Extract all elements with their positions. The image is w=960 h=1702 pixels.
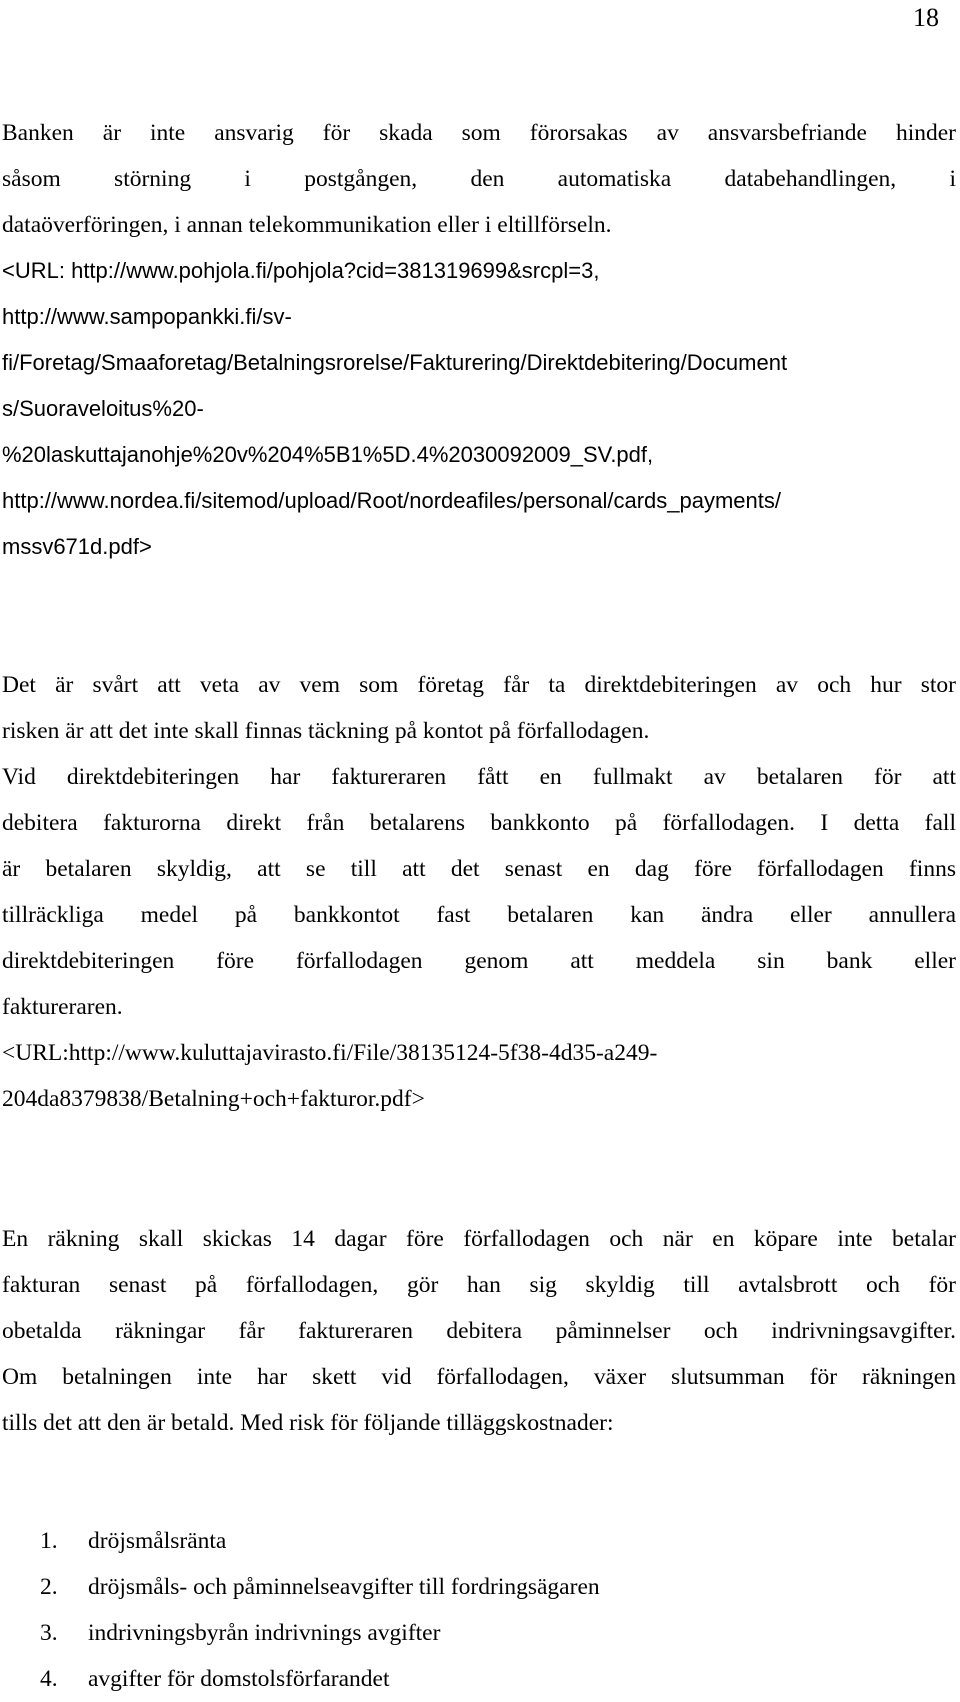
reference-line: http://www.nordea.fi/sitemod/upload/Root/nordeafiles/personal/cards_payments/ [2, 488, 781, 513]
reference-line: 204da8379838/Betalning+och+fakturor.pdf> [2, 1086, 425, 1112]
text-line: Det är svårt att veta av vem som företag får ta direktdebiteringen av och hur stor [2, 672, 956, 698]
reference-line: http://www.sampopankki.fi/sv- [2, 304, 292, 329]
list-number: 4. [40, 1666, 58, 1692]
list-item [40, 1610, 600, 1656]
text-line: fakturan senast på förfallodagen, gör han sig skyldig till avtalsbrott och för [2, 1272, 956, 1298]
cost-list [40, 1518, 600, 1702]
reference-urls-1 [2, 248, 956, 570]
list-text: indrivningsbyrån indrivnings avgifter [88, 1620, 441, 1646]
reference-line: <URL: http://www.pohjola.fi/pohjola?cid=381319699&srcpl=3, [2, 258, 600, 283]
paragraph-direct-debit [2, 662, 956, 1122]
text-line: obetalda räkningar får faktureraren debitera påminnelser och indrivningsavgifter. [2, 1318, 956, 1344]
list-number: 1. [40, 1528, 58, 1554]
reference-line: fi/Foretag/Smaaforetag/Betalningsrorelse/Fakturering/Direktdebitering/Document [2, 350, 788, 375]
text-line: Om betalningen inte har skett vid förfallodagen, växer slutsumman för räkningen [2, 1364, 956, 1390]
list-number: 2. [40, 1574, 58, 1600]
text-line: faktureraren. [2, 994, 123, 1020]
list-text: avgifter för domstolsförfarandet [88, 1666, 390, 1692]
text-line: Vid direktdebiteringen har faktureraren fått en fullmakt av betalaren för att [2, 764, 956, 790]
text-line: tills det att den är betald. Med risk för följande tilläggskostnader: [2, 1410, 614, 1436]
list-item [40, 1656, 600, 1702]
text-line: debitera fakturorna direkt från betalarens bankkonto på förfallodagen. I detta fall [2, 810, 956, 836]
paragraph-invoice-costs [2, 1216, 956, 1446]
text-line: risken är att det inte skall finnas täckning på kontot på förfallodagen. [2, 718, 650, 744]
reference-line: <URL:http://www.kuluttajavirasto.fi/File/38135124-5f38-4d35-a249- [2, 1040, 658, 1066]
text-line: tillräckliga medel på bankkontot fast betalaren kan ändra eller annullera [2, 902, 956, 928]
list-item [40, 1518, 600, 1564]
reference-line: %20laskuttajanohje%20v%204%5B1%5D.4%2030092009_SV.pdf, [2, 442, 654, 467]
paragraph-bank-liability [2, 110, 956, 248]
list-item [40, 1564, 600, 1610]
reference-line: s/Suoraveloitus%20- [2, 396, 204, 421]
list-text: dröjsmålsränta [88, 1528, 227, 1554]
page-number: 18 [913, 3, 939, 32]
text-line: direktdebiteringen före förfallodagen genom att meddela sin bank eller [2, 948, 956, 974]
list-number: 3. [40, 1620, 58, 1646]
text-line: En räkning skall skickas 14 dagar före förfallodagen och när en köpare inte betalar [2, 1226, 956, 1252]
text-line: dataöverföringen, i annan telekommunikation eller i eltillförseln. [2, 212, 612, 238]
text-line: är betalaren skyldig, att se till att det senast en dag före förfallodagen finns [2, 856, 956, 882]
reference-line: mssv671d.pdf> [2, 534, 152, 559]
text-line: såsom störning i postgången, den automatiska databehandlingen, i [2, 166, 956, 192]
list-text: dröjsmåls- och påminnelseavgifter till fordringsägaren [88, 1574, 600, 1600]
text-line: Banken är inte ansvarig för skada som förorsakas av ansvarsbefriande hinder [2, 120, 956, 146]
